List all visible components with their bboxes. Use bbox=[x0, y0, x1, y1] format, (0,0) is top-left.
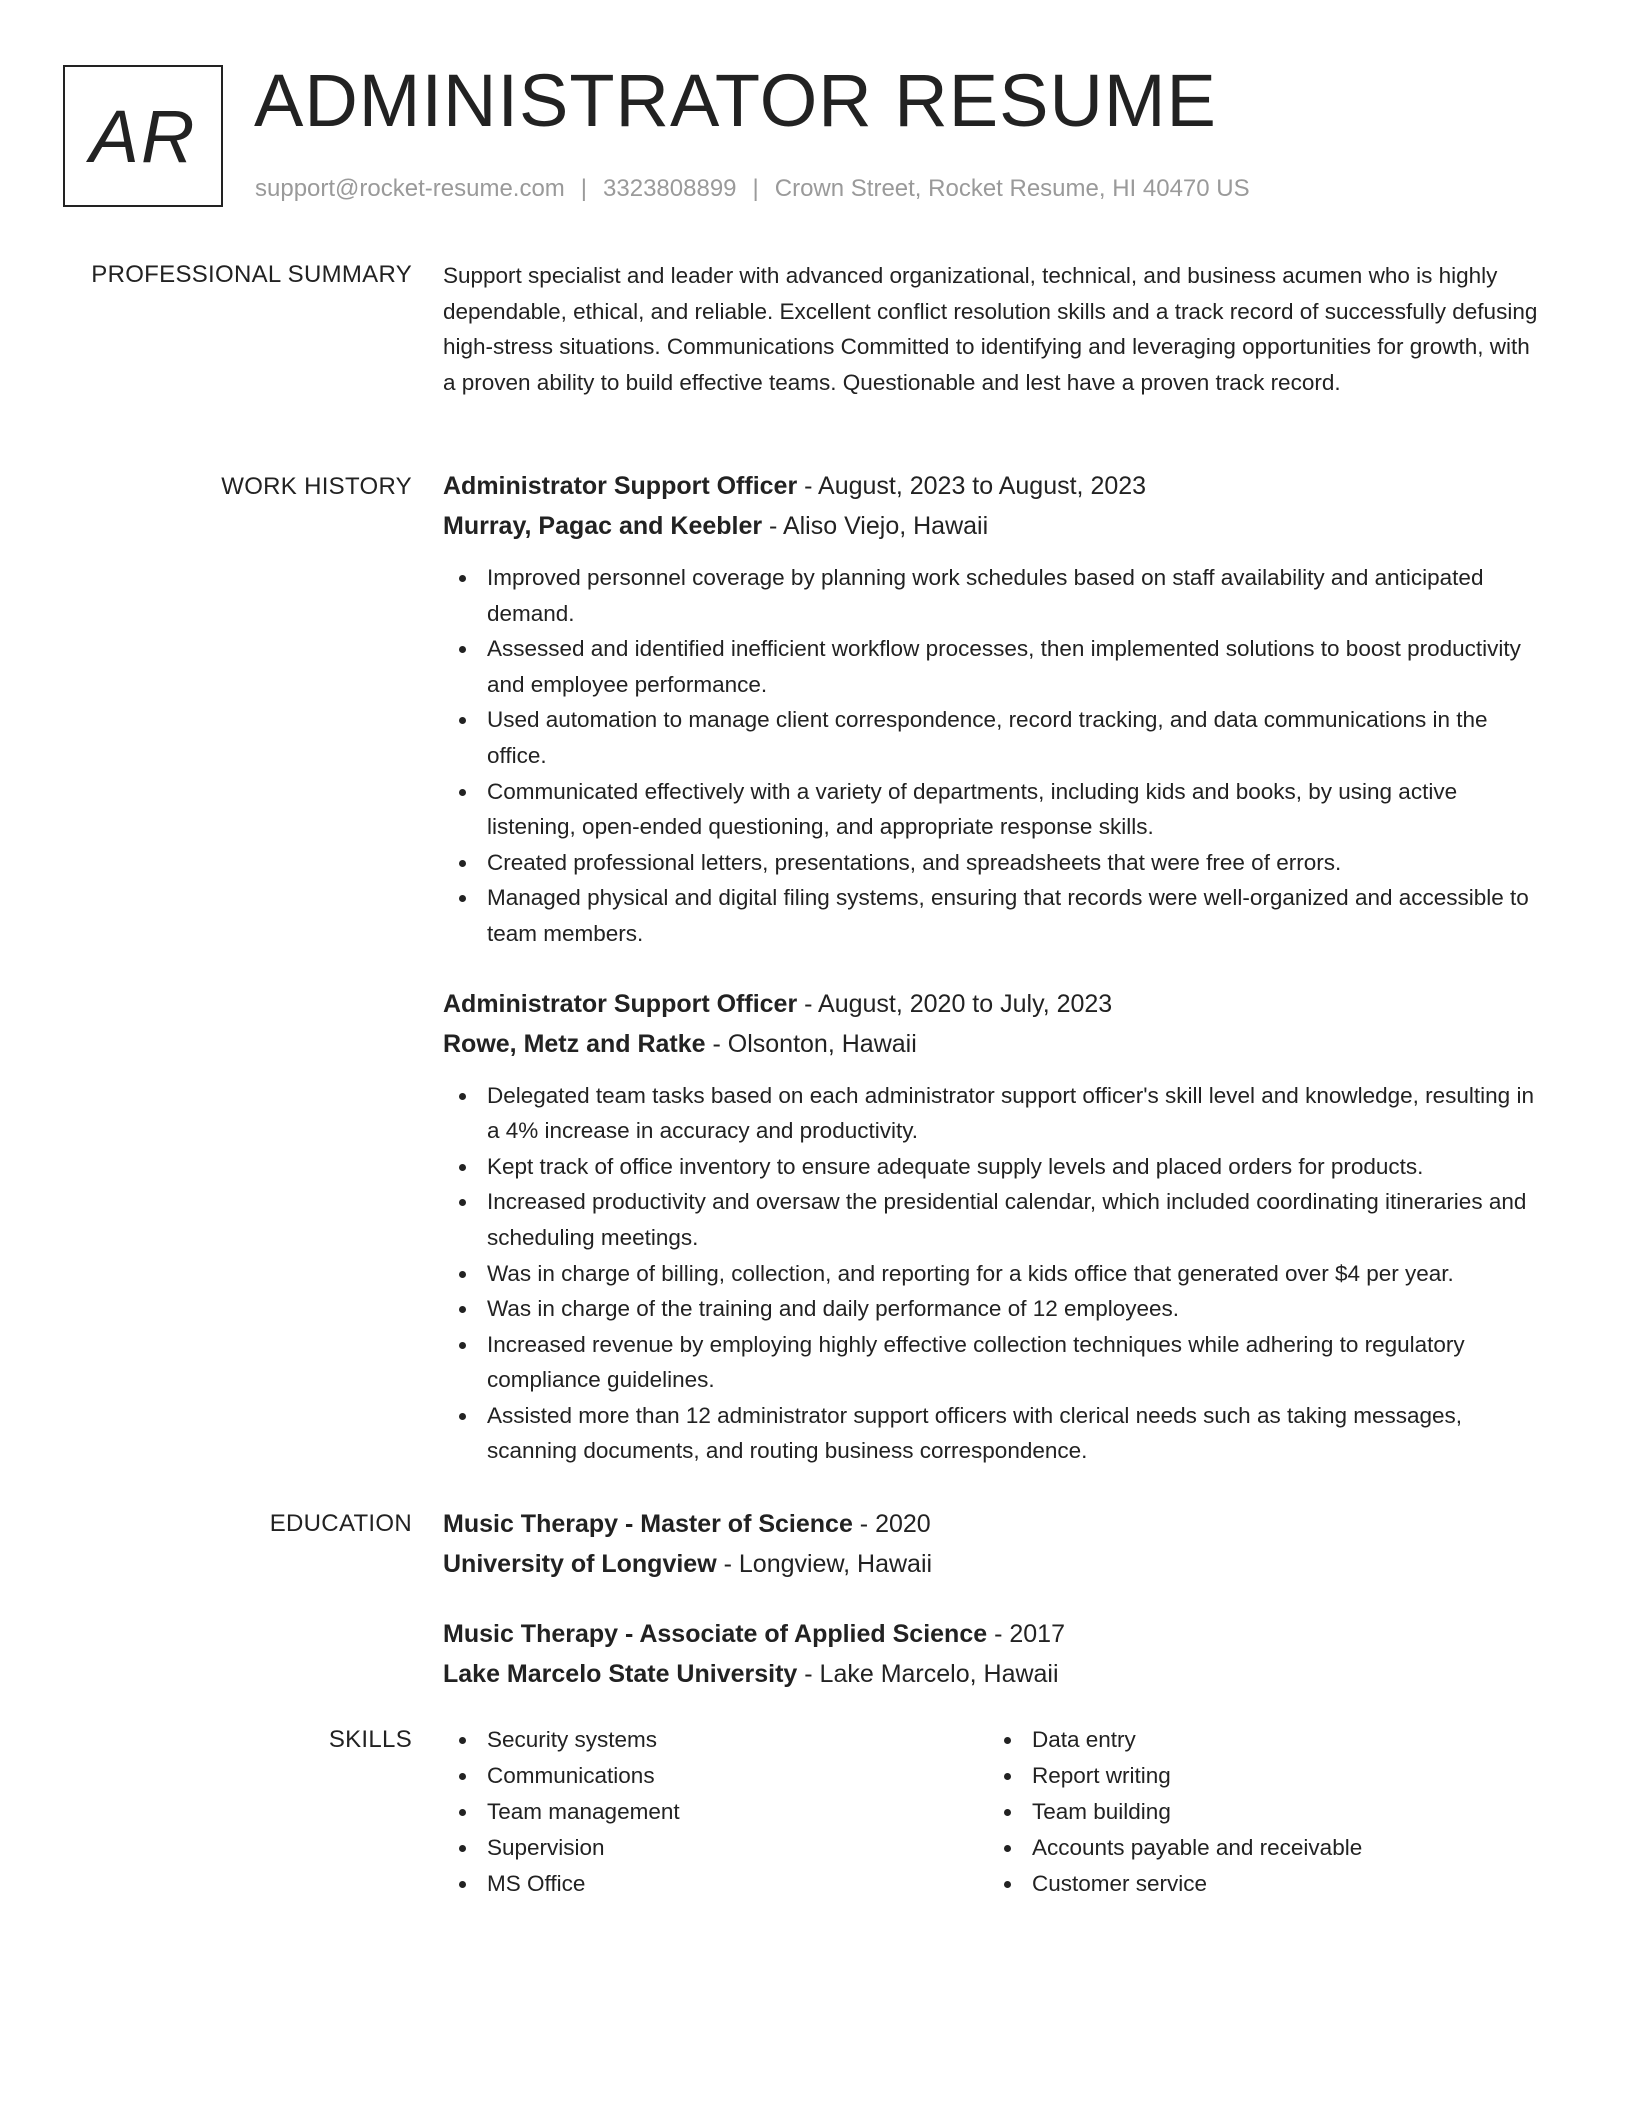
education-degree: Music Therapy - Master of Science bbox=[443, 1510, 853, 1538]
job-company-line bbox=[443, 506, 1548, 546]
education-degree-line bbox=[443, 1504, 1548, 1544]
skills-column-left bbox=[443, 1722, 988, 1902]
education-location: - Lake Marcelo, Hawaii bbox=[797, 1660, 1059, 1688]
job-bullet: Improved personnel coverage by planning work schedules based on staff availability and anticipated demand. bbox=[443, 560, 1548, 631]
contact-phone: 3323808899 bbox=[603, 175, 737, 202]
job-dates: - August, 2023 to August, 2023 bbox=[797, 472, 1147, 500]
skills-columns bbox=[443, 1722, 1548, 1902]
skill-item: Team management bbox=[443, 1794, 988, 1830]
education-school-line bbox=[443, 1544, 1548, 1584]
education-school: Lake Marcelo State University bbox=[443, 1660, 798, 1688]
skill-item: Security systems bbox=[443, 1722, 988, 1758]
skill-item: Supervision bbox=[443, 1830, 988, 1866]
job-bullet: Increased productivity and oversaw the presidential calendar, which included coordinating itineraries and scheduling meetings. bbox=[443, 1184, 1548, 1255]
job-entry bbox=[443, 984, 1548, 1470]
job-title-line bbox=[443, 466, 1548, 506]
job-location: - Olsonton, Hawaii bbox=[705, 1029, 917, 1058]
contact-separator: | bbox=[752, 175, 759, 202]
education-entry bbox=[443, 1614, 1548, 1694]
contact-address: Crown Street, Rocket Resume, HI 40470 US bbox=[774, 175, 1250, 202]
skill-item: Customer service bbox=[988, 1866, 1533, 1902]
job-title: Administrator Support Officer bbox=[443, 472, 798, 500]
education-degree-line bbox=[443, 1614, 1548, 1654]
job-title-line bbox=[443, 984, 1548, 1024]
education-degree: Music Therapy - Associate of Applied Science bbox=[443, 1620, 988, 1648]
contact-separator: | bbox=[580, 175, 588, 202]
job-bullet: Delegated team tasks based on each administrator support officer's skill level and knowledge, resulting in a 4% increase in accuracy and productivity. bbox=[443, 1078, 1548, 1149]
contact-line bbox=[255, 172, 1250, 206]
section-label-skills: SKILLS bbox=[328, 1726, 412, 1753]
monogram-box bbox=[63, 65, 223, 207]
job-bullet: Kept track of office inventory to ensure adequate supply levels and placed orders for products. bbox=[443, 1149, 1548, 1185]
job-bullet: Communicated effectively with a variety of departments, including kids and books, by using active listening, open-ended questioning, and appropriate response skills. bbox=[443, 774, 1548, 845]
skills-body bbox=[443, 1722, 1548, 1902]
job-bullets bbox=[443, 1078, 1548, 1470]
job-company-line bbox=[443, 1024, 1548, 1064]
job-bullet: Increased revenue by employing highly effective collection techniques while adhering to regulatory compliance guidelines. bbox=[443, 1327, 1548, 1398]
summary-text: Support specialist and leader with advanced organizational, technical, and business acumen who is highly dependable, ethical, and reliable. Excellent conflict resolution skills and a track record of successfully defusing high-stress situations. Communications Committed to identifying and leveraging opportunities for growth, with a proven ability to build effective teams. Questionable and lest have a proven track record. bbox=[443, 263, 1538, 395]
section-label-work-history: WORK HISTORY bbox=[221, 473, 412, 500]
section-label-education: EDUCATION bbox=[269, 1510, 412, 1537]
job-company: Rowe, Metz and Ratke bbox=[443, 1029, 706, 1058]
skill-item: Accounts payable and receivable bbox=[988, 1830, 1533, 1866]
education-body bbox=[443, 1504, 1548, 1694]
job-company: Murray, Pagac and Keebler bbox=[443, 512, 763, 540]
job-bullet: Managed physical and digital filing systems, ensuring that records were well-organized and accessible to team members. bbox=[443, 880, 1548, 951]
skill-item: Communications bbox=[443, 1758, 988, 1794]
education-school: University of Longview bbox=[443, 1550, 717, 1578]
education-location: - Longview, Hawaii bbox=[716, 1550, 933, 1578]
job-bullet: Was in charge of the training and daily performance of 12 employees. bbox=[443, 1291, 1548, 1327]
job-bullet: Assessed and identified inefficient workflow processes, then implemented solutions to boost productivity and employee performance. bbox=[443, 631, 1548, 702]
skill-item: Team building bbox=[988, 1794, 1533, 1830]
job-title: Administrator Support Officer bbox=[443, 989, 798, 1018]
section-label-summary: PROFESSIONAL SUMMARY bbox=[91, 261, 412, 288]
job-bullet: Was in charge of billing, collection, and reporting for a kids office that generated over $4 per year. bbox=[443, 1256, 1548, 1292]
skill-item: Report writing bbox=[988, 1758, 1533, 1794]
skill-item: Data entry bbox=[988, 1722, 1533, 1758]
summary-body bbox=[443, 258, 1548, 400]
skills-column-right bbox=[988, 1722, 1533, 1902]
job-bullet: Created professional letters, presentations, and spreadsheets that were free of errors. bbox=[443, 845, 1548, 881]
monogram-initials: AR bbox=[89, 94, 197, 178]
job-bullet: Assisted more than 12 administrator support officers with clerical needs such as taking messages, scanning documents, and routing business correspondence. bbox=[443, 1398, 1548, 1469]
education-school-line bbox=[443, 1654, 1548, 1694]
job-dates: - August, 2020 to July, 2023 bbox=[797, 989, 1113, 1018]
job-entry bbox=[443, 466, 1548, 952]
job-location: - Aliso Viejo, Hawaii bbox=[762, 512, 989, 540]
contact-email: support@rocket-resume.com bbox=[255, 175, 565, 202]
education-year: - 2017 bbox=[987, 1620, 1065, 1648]
job-bullets bbox=[443, 560, 1548, 952]
education-entry bbox=[443, 1504, 1548, 1584]
job-bullet: Used automation to manage client correspondence, record tracking, and data communications in the office. bbox=[443, 702, 1548, 773]
education-year: - 2020 bbox=[852, 1510, 931, 1538]
work-history-body bbox=[443, 466, 1548, 1469]
resume-title: ADMINISTRATOR RESUME bbox=[254, 59, 1217, 142]
skill-item: MS Office bbox=[443, 1866, 988, 1902]
